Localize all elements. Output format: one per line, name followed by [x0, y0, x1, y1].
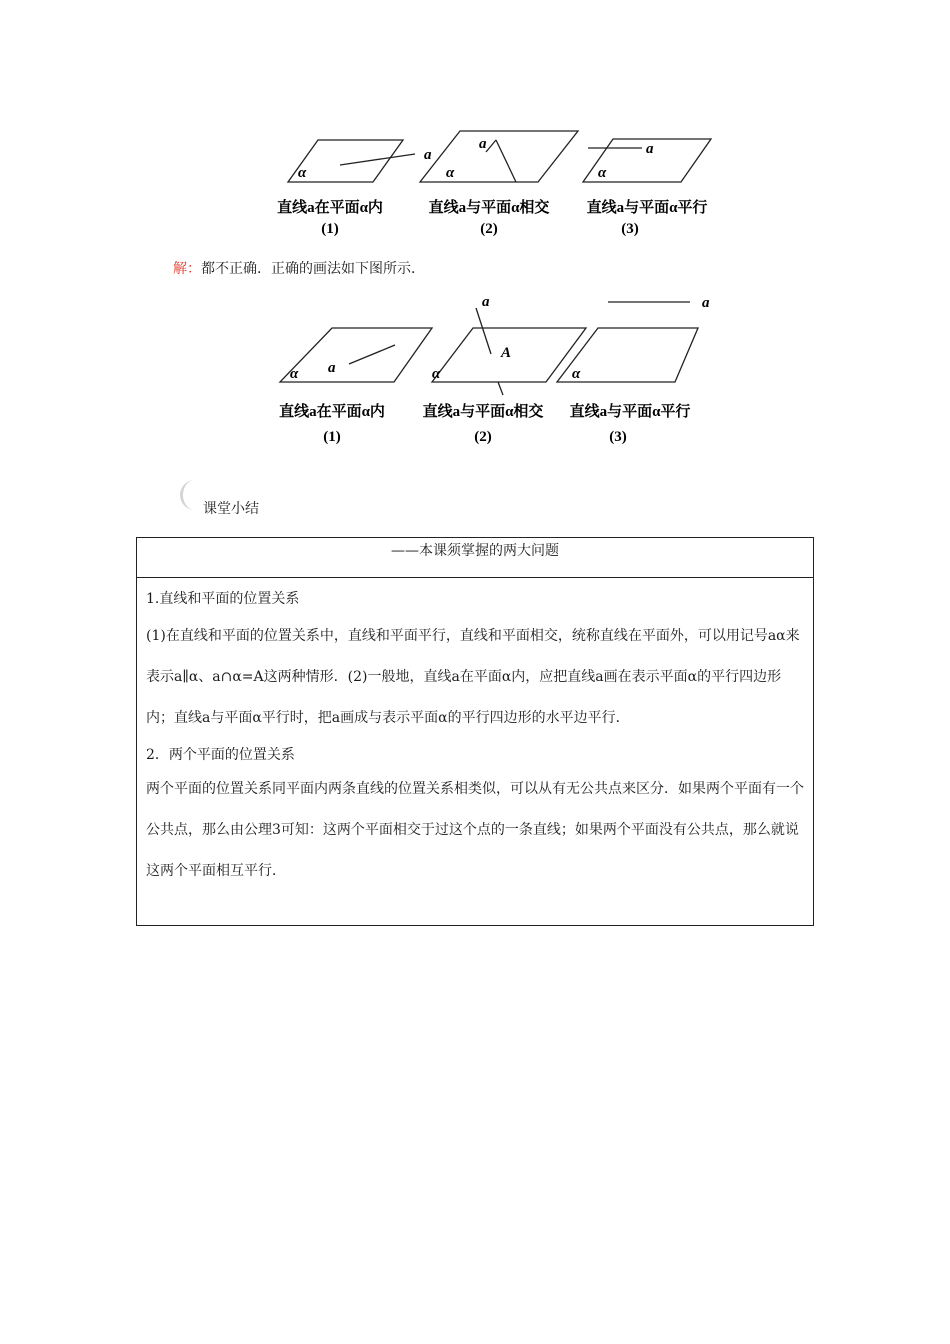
- label-alpha-3: α: [572, 366, 581, 382]
- label-alpha-2: α: [446, 165, 455, 181]
- summary-box-body: [137, 578, 813, 892]
- line-a-2: [476, 308, 491, 354]
- answer-text: 都不正确．正确的画法如下图所示．: [201, 261, 425, 277]
- label-a-3: a: [646, 141, 654, 157]
- label-a-1: a: [424, 147, 432, 163]
- caption-num-2: (2): [474, 429, 492, 445]
- section-1-title: 1.直线和平面的位置关系: [146, 591, 300, 607]
- plane-2: [420, 131, 578, 182]
- line-a-2: [486, 140, 496, 152]
- summary-box-title: ——本课须掌握的两大问题: [137, 538, 813, 578]
- label-alpha-3: α: [598, 165, 607, 181]
- caption-num-1: (1): [321, 221, 339, 237]
- caption-num-3: (3): [609, 429, 627, 445]
- caption-num-3: (3): [621, 221, 639, 237]
- label-a-2: a: [479, 136, 487, 152]
- line-a-1: [340, 154, 415, 165]
- label-point-A: A: [501, 345, 512, 361]
- answer-tag: 解：: [173, 261, 201, 277]
- answer-line: [173, 258, 425, 278]
- label-alpha-1: α: [290, 366, 299, 382]
- label-a-2: a: [482, 294, 490, 310]
- section-1-text: (1)在直线和平面的位置关系中，直线和平面平行，直线和平面相交，统称直线在平面外，可以用记号aα来表示a∥α、a∩α=A这两种情形．(2)一般地，直线a在平面α内，应把直线a画在表示平面α的平行四边形内；直线a与平面α平行时，把a画成与表示平面α的平行四边形的水平边平行．: [146, 628, 800, 726]
- caption-3: 直线a与平面α平行: [586, 200, 708, 216]
- line-a-2b: [496, 140, 516, 182]
- caption-3: 直线a与平面α平行: [569, 404, 691, 420]
- caption-num-1: (1): [323, 429, 341, 445]
- crescent-icon: [173, 478, 203, 512]
- label-a-3: a: [702, 295, 710, 311]
- caption-num-2: (2): [480, 221, 498, 237]
- section-2-title: 2．两个平面的位置关系: [146, 747, 295, 763]
- section-2-text: 两个平面的位置关系同平面内两条直线的位置关系相类似，可以从有无公共点来区分．如果两个平面有一个公共点，那么由公理3可知：这两个平面相交于过这个点的一条直线；如果两个平面没有公共点，那么就说这两个平面相互平行．: [146, 781, 804, 879]
- figure-incorrect-svg: [260, 125, 730, 245]
- figure-correct-svg: [260, 290, 730, 450]
- line-a-2-under: [498, 382, 503, 395]
- line-a-1: [349, 345, 395, 364]
- caption-2: 直线a与平面α相交: [428, 200, 550, 216]
- caption-1: 直线a在平面α内: [277, 200, 383, 216]
- figure-incorrect: [260, 125, 730, 245]
- label-a-1: a: [328, 360, 336, 376]
- caption-1: 直线a在平面α内: [279, 404, 385, 420]
- label-alpha-1: α: [298, 165, 307, 181]
- caption-2: 直线a与平面α相交: [422, 404, 544, 420]
- label-alpha-2: α: [432, 366, 441, 382]
- summary-title: 课堂小结: [203, 501, 259, 517]
- figure-correct: [260, 290, 730, 450]
- summary-box: [136, 537, 814, 926]
- plane-1: [280, 328, 432, 382]
